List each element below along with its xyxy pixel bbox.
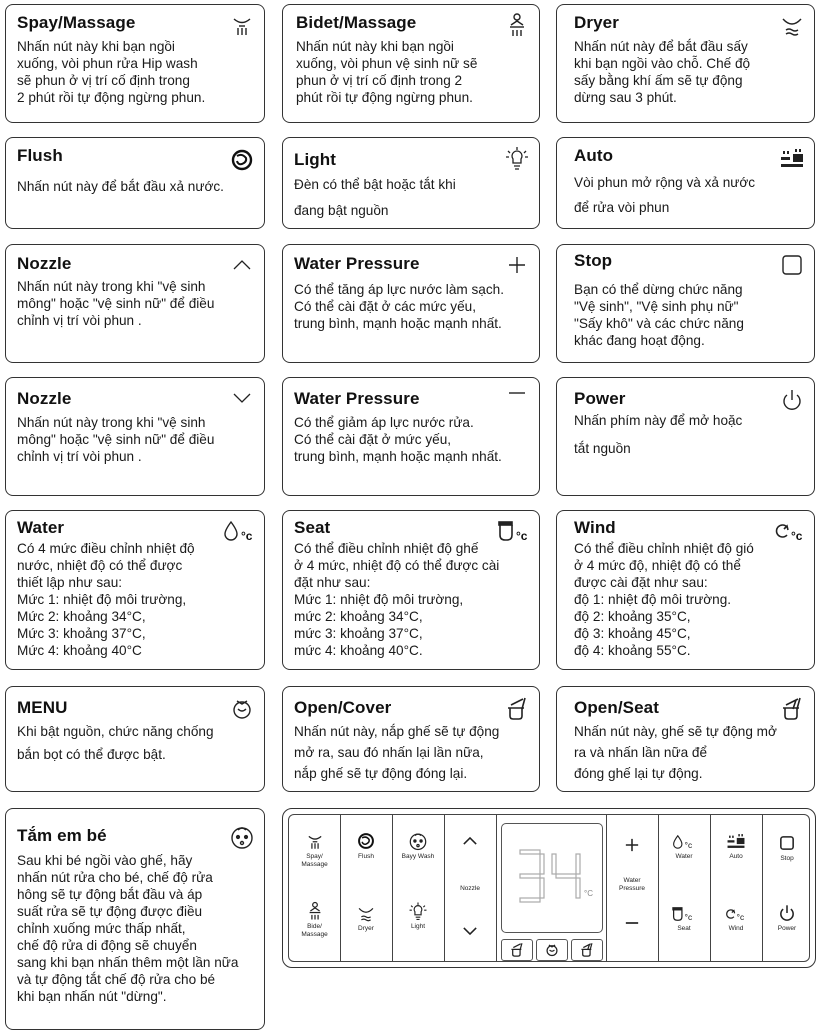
panel-dryer-button[interactable] [340, 903, 392, 933]
card-body: Có thể giảm áp lực nước rửa. Có thể cài đặt ở mức yếu, trung bình, mạnh hoặc mạnh nhất. [294, 415, 502, 464]
card-title: Power [574, 389, 626, 408]
panel-light-label: Light [410, 923, 426, 930]
card-body: Có thể điều chỉnh nhiệt độ ghế ở 4 mức, nhiệt độ có thể được cài đặt như sau: Mức 1: nhiệt độ môi trường, mức 2: khoảng 34°C, mức 3: khoảng 37°C, mức 4: khoảng 40°C. [294, 541, 500, 658]
card-dryer [556, 4, 815, 123]
card-title: Flush [17, 146, 63, 165]
card-open-cover [282, 686, 540, 792]
bidet-icon [305, 901, 325, 921]
card-bidet-massage [282, 4, 540, 123]
menu-icon [229, 696, 255, 722]
spray-icon [229, 12, 255, 38]
minus-icon [504, 385, 530, 411]
card-body: Nhấn nút này trong khi "vệ sinh mông" hoặc "vệ sinh nữ" để điều chỉnh vị trí vòi phun . [17, 279, 215, 328]
panel-bidet-label: Bide/ Massage [301, 923, 328, 938]
card-title: Stop [574, 251, 613, 270]
card-title: Open/Seat [574, 698, 659, 717]
card-spray-massage [5, 4, 265, 123]
flush-icon [356, 831, 376, 851]
panel-flush-label: Flush [358, 853, 374, 860]
dryer-icon [356, 903, 376, 923]
card-stop [556, 244, 815, 363]
panel-open-seat-button[interactable] [571, 939, 603, 961]
svg-text:°c: °c [684, 840, 693, 851]
minus-icon [622, 913, 642, 933]
card-title: Auto [574, 146, 614, 165]
card-open-seat [556, 686, 815, 792]
card-body: Nhấn nút này, ghế sẽ tự động mở ra và nhấn lần nữa để đóng ghế lại tự động. [574, 724, 777, 781]
temperature-display [501, 823, 603, 933]
card-body: Nhấn nút này khi bạn ngồi xuống, vòi phun rửa Hip wash sẽ phun ở vị trí cố định trong 2 phút rồi tự động ngừng phun. [17, 39, 206, 105]
seven-segment-display [502, 824, 602, 932]
chevron-down-icon [229, 385, 255, 411]
card-title: MENU [17, 698, 68, 717]
panel-baby-label: Bayy Wash [401, 853, 435, 860]
control-panel-inner [288, 814, 810, 962]
card-flush [5, 137, 265, 229]
card-title: Bidet/Massage [296, 13, 417, 32]
card-body: Đèn có thể bật hoặc tắt khi đang bật nguồn [294, 177, 456, 218]
card-title: Nozzle [17, 389, 72, 408]
card-body: Vòi phun mở rộng và xả nước để rửa vòi phun [574, 175, 756, 215]
card-body: Khi bật nguồn, chức năng chống bắn bọt có thể được bật. [17, 724, 214, 762]
open-seat-icon [779, 696, 805, 722]
panel-open-cover-button[interactable] [501, 939, 533, 961]
card-body: Nhấn nút này, nắp ghế sẽ tự động mở ra, sau đó nhấn lại lần nữa, nắp ghế sẽ tự động đóng lại. [294, 724, 500, 781]
svg-text:°c: °c [736, 912, 745, 923]
panel-light-button[interactable] [392, 901, 444, 931]
seat-temp-icon [671, 905, 697, 923]
panel-seat-button[interactable] [658, 905, 710, 933]
card-title: Nozzle [17, 254, 72, 273]
panel-pressure-up-button[interactable] [606, 835, 658, 857]
panel-spray-button[interactable] [289, 831, 340, 868]
card-title: Wind [574, 518, 616, 537]
panel-nozzle-label: Nozzle [460, 885, 480, 892]
light-icon [408, 901, 428, 921]
svg-text:°c: °c [516, 529, 528, 543]
svg-text:°c: °c [791, 529, 803, 543]
card-body: Nhấn nút này để bắt đầu sấy khi bạn ngồi vào chỗ. Chế độ sấy bằng khí ấm sẽ tự động dừng sau 3 phút. [574, 39, 751, 105]
card-title: Seat [294, 518, 331, 537]
water-temp-icon [671, 833, 697, 851]
card-power [556, 377, 815, 496]
wind-temp-icon [723, 905, 749, 923]
card-body: Nhấn nút này khi bạn ngồi xuống, vòi phun vệ sinh nữ sẽ phun ở vị trí cố định trong 2 phút rồi tự động ngừng phun. [296, 39, 478, 105]
panel-bidet-button[interactable] [289, 901, 340, 938]
card-baby-wash [5, 808, 265, 1030]
auto-icon [779, 145, 805, 171]
panel-water-button[interactable] [658, 833, 710, 861]
card-body: Nhấn nút này để bắt đầu xả nước. [17, 179, 224, 194]
card-title: Light [294, 150, 337, 169]
plus-icon [622, 835, 642, 855]
panel-auto-label: Auto [729, 853, 743, 860]
control-panel [282, 808, 816, 968]
card-seat [282, 510, 540, 670]
card-auto [556, 137, 815, 229]
flush-icon [229, 147, 255, 173]
card-body: Có thể tăng áp lực nước làm sạch. Có thể cài đặt ở các mức yếu, trung bình, mạnh hoặc mạnh nhất. [294, 282, 504, 331]
card-title: Water Pressure [294, 254, 420, 273]
light-icon [504, 145, 530, 171]
chevron-down-icon [460, 921, 480, 941]
card-body: Bạn có thể dừng chức năng "Vệ sinh", "Vệ sinh phụ nữ" "Sấy khô" và các chức năng khác đang hoạt động. [574, 282, 744, 348]
card-menu [5, 686, 265, 792]
card-body: Nhấn phím này để mở hoặc tắt nguồn [574, 413, 743, 456]
svg-text:°c: °c [684, 912, 693, 923]
open-cover-icon [504, 696, 530, 722]
panel-nozzle-down-button[interactable] [444, 921, 496, 943]
panel-pressure-down-button[interactable] [606, 913, 658, 935]
power-icon [779, 387, 805, 413]
baby-icon [408, 831, 428, 851]
chevron-up-icon [229, 252, 255, 278]
open-seat-icon [579, 942, 595, 958]
power-icon [777, 903, 797, 923]
panel-water-label: Water [675, 853, 693, 860]
dryer-icon [779, 12, 805, 38]
card-nozzle-down [5, 377, 265, 496]
panel-flush-button[interactable] [340, 831, 392, 861]
stop-icon [777, 833, 797, 853]
panel-baby-button[interactable] [392, 831, 444, 861]
spray-icon [305, 831, 325, 851]
panel-spray-label: Spay/ Massage [301, 853, 328, 868]
baby-icon [229, 824, 255, 850]
panel-wind-button[interactable] [710, 905, 762, 933]
card-water-pressure-up [282, 244, 540, 363]
panel-auto-button[interactable] [710, 831, 762, 861]
display-unit: °C [584, 889, 593, 898]
card-title: Water [17, 518, 65, 537]
plus-icon [504, 252, 530, 278]
panel-stop-button[interactable] [762, 833, 812, 863]
card-title: Dryer [574, 13, 619, 32]
card-wind [556, 510, 815, 670]
card-light [282, 137, 540, 229]
panel-wind-label: Wind [728, 925, 744, 932]
panel-seat-label: Seat [677, 925, 691, 932]
panel-power-button[interactable] [762, 903, 812, 933]
card-title: Tắm em bé [17, 826, 107, 845]
card-water-pressure-down [282, 377, 540, 496]
open-cover-icon [509, 942, 525, 958]
card-title: Water Pressure [294, 389, 420, 408]
bidet-icon [504, 12, 530, 38]
auto-icon [723, 831, 749, 851]
stop-icon [779, 252, 805, 278]
card-body: Sau khi bé ngồi vào ghế, hãy nhấn nút rửa cho bé, chế độ rửa hông sẽ tự động bắt đầu và áp suất rửa sẽ tự động được điều chỉnh xuống mức thấp nhất, chế độ rửa di động sẽ chuyển sang khi bạn nhấn thêm một lần nữa và tự động tắt chế độ rửa cho bé khi bạn nhấn nút "dừng". [17, 853, 239, 1004]
panel-power-label: Power [777, 925, 797, 932]
chevron-up-icon [460, 831, 480, 851]
card-title: Spay/Massage [17, 13, 136, 32]
card-title: Open/Cover [294, 698, 392, 717]
panel-menu-button[interactable] [536, 939, 568, 961]
card-body: Có 4 mức điều chỉnh nhiệt độ nước, nhiệt độ có thể được thiết lập như sau: Mức 1: nhiệt độ môi trường, Mức 2: khoảng 34°C, Mức 3: khoảng 37°C, Mức 4: khoảng 40°C [17, 541, 195, 658]
card-nozzle-up [5, 244, 265, 363]
panel-pressure-label: Water Pressure [618, 877, 645, 892]
card-body: Có thể điều chỉnh nhiệt độ gió ở 4 mức độ, nhiệt độ có thể được cài đặt như sau: độ 1: nhiệt độ môi trường. độ 2: khoảng 35°C, độ 3: khoảng 45°C, độ 4: khoảng 55°C. [574, 541, 754, 658]
card-body: Nhấn nút này trong khi "vệ sinh mông" hoặc "vệ sinh nữ" để điều chỉnh vị trí vòi phun . [17, 415, 215, 464]
card-water [5, 510, 265, 670]
menu-icon [544, 942, 560, 958]
panel-stop-label: Stop [780, 855, 794, 862]
panel-dryer-label: Dryer [358, 925, 374, 932]
svg-text:°c: °c [241, 529, 253, 543]
panel-nozzle-up-button[interactable] [444, 831, 496, 853]
